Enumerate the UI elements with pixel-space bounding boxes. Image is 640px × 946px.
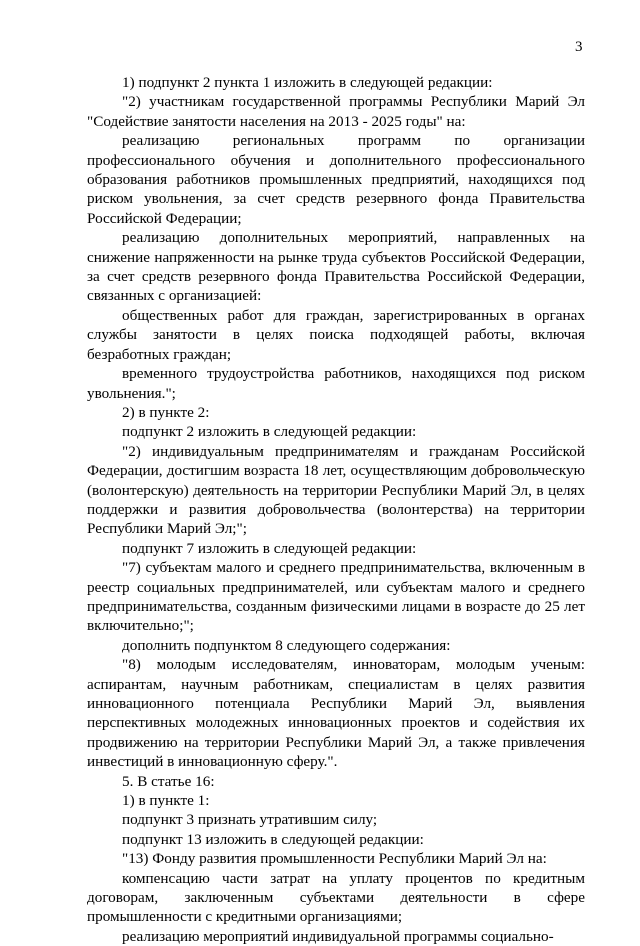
paragraph: общественных работ для граждан, зарегистрированных в органах службы занятости в целях поиска подходящей работы, включая безработных граждан; (87, 306, 585, 363)
paragraph: реализацию региональных программ по организации профессионального обучения и дополнительного профессионального образования работников промышленных предприятий, находящихся под риском увольнения, за счет средств резервного фонда Правительства Российской Федерации; (87, 132, 585, 227)
paragraph: компенсацию части затрат на уплату процентов по кредитным договорам, заключенным субъектами деятельности в сфере промышленности с кредитными организациями; (87, 869, 585, 926)
paragraph: подпункт 7 изложить в следующей редакции: (122, 539, 417, 557)
paragraph: подпункт 2 изложить в следующей редакции: (122, 423, 417, 441)
paragraph: "2) индивидуальным предпринимателям и гражданам Российской Федерации, достигшим возраста 18 лет, осуществляющим добровольческую (волонтерскую) деятельность на территории Республики Марий Эл, в целях поддержки и развития добровольчества (волонтерства) на территории Республики Марий Эл;"; (87, 442, 585, 538)
paragraph: 1) подпункт 2 пункта 1 изложить в следующей редакции: (122, 74, 493, 91)
paragraph: подпункт 13 изложить в следующей редакции: (122, 830, 424, 848)
paragraph: "13) Фонду развития промышленности Республики Марий Эл на: (122, 850, 547, 868)
document-body (87, 73, 585, 946)
paragraph: реализацию дополнительных мероприятий, направленных на снижение напряженности на рынке труда субъектов Российской Федерации, за счет средств резервного фонда Правительства Российской Федерации, связанных с организацией: (87, 229, 585, 305)
page-number: 3 (575, 39, 583, 55)
paragraph: 2) в пункте 2: (122, 403, 210, 421)
paragraph: временного трудоустройства работников, находящихся под риском увольнения."; (87, 365, 585, 402)
paragraph: 5. В статье 16: (122, 772, 215, 790)
paragraph: 1) в пункте 1: (122, 792, 210, 810)
paragraph: "2) участникам государственной программы Республики Марий Эл "Содействие занятости населения на 2013 - 2025 годы" на: (87, 93, 585, 130)
paragraph: "7) субъектам малого и среднего предпринимательства, включенным в реестр социальных предпринимателей, или субъектам малого и среднего предпринимательства, созданным физическими лицами в возрасте до 25 лет включительно;"; (87, 559, 585, 635)
paragraph: дополнить подпунктом 8 следующего содержания: (122, 636, 451, 654)
paragraph: подпункт 3 признать утратившим силу; (122, 811, 378, 829)
paragraph: "8) молодым исследователям, инноваторам, молодым ученым: аспирантам, научным работникам, специалистам в целях развития инновационного потенциала Республики Марий Эл, выявления перспективных молодежных инновационных проектов и содействия их продвижению на территории Республики Марий Эл, а также привлечения инвестиций в инновационную сферу.". (87, 656, 585, 771)
paragraph: реализацию мероприятий индивидуальной программы социально- (122, 927, 554, 945)
